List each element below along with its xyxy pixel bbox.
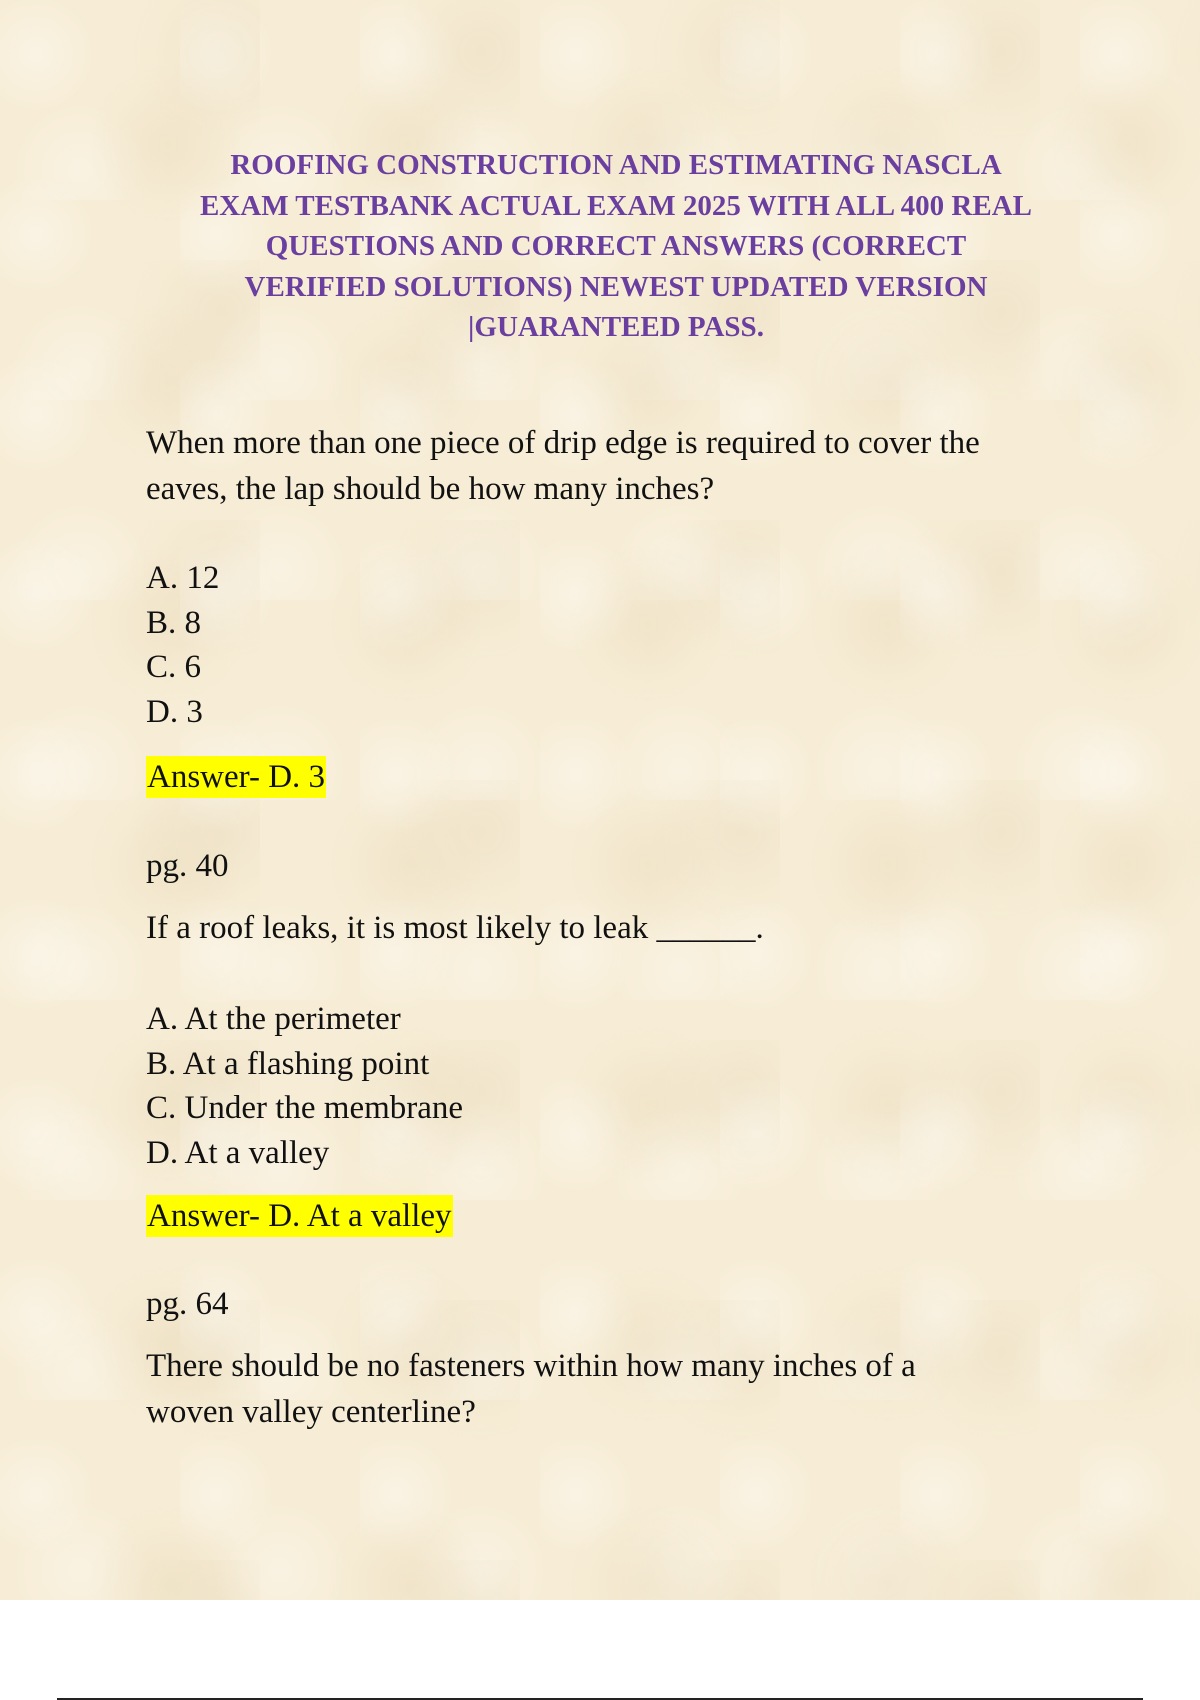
question-line: If a roof leaks, it is most likely to leak ______.: [146, 910, 764, 946]
document-title: [140, 145, 1092, 348]
title-line: ROOFING CONSTRUCTION AND ESTIMATING NASCLA: [230, 149, 1002, 181]
title-line: EXAM TESTBANK ACTUAL EXAM 2025 WITH ALL 400 REAL: [199, 189, 1033, 222]
answer-options: [146, 556, 219, 734]
option-item: B. At a flashing point: [146, 1045, 430, 1082]
option-item: D. 3: [146, 693, 203, 730]
title-line: VERIFIED SOLUTIONS) NEWEST UPDATED VERSION: [244, 270, 988, 303]
question-line: When more than one piece of drip edge is required to cover the: [146, 425, 980, 461]
title-line: |GUARANTEED PASS.: [468, 311, 764, 343]
title-line: QUESTIONS AND CORRECT ANSWERS (CORRECT: [265, 230, 967, 262]
question-text: [146, 905, 1086, 951]
question-line: woven valley centerline?: [146, 1394, 476, 1430]
option-item: C. 6: [146, 649, 202, 685]
page-reference: pg. 64: [146, 1286, 229, 1322]
question-line: eaves, the lap should be how many inches?: [146, 471, 715, 507]
option-item: A. 12: [146, 560, 220, 596]
option-item: D. At a valley: [146, 1134, 330, 1171]
answer-highlight: Answer- D. At a valley: [146, 1195, 453, 1237]
answer-highlight: Answer- D. 3: [146, 756, 326, 798]
option-item: A. At the perimeter: [146, 1001, 401, 1037]
option-item: B. 8: [146, 604, 202, 641]
question-text: [146, 420, 1086, 512]
option-item: C. Under the membrane: [146, 1090, 464, 1126]
page-reference: pg. 40: [146, 848, 229, 884]
answer-options: [146, 997, 463, 1175]
question-line: There should be no fasteners within how many inches of a: [146, 1348, 916, 1384]
question-text: [146, 1343, 1086, 1435]
